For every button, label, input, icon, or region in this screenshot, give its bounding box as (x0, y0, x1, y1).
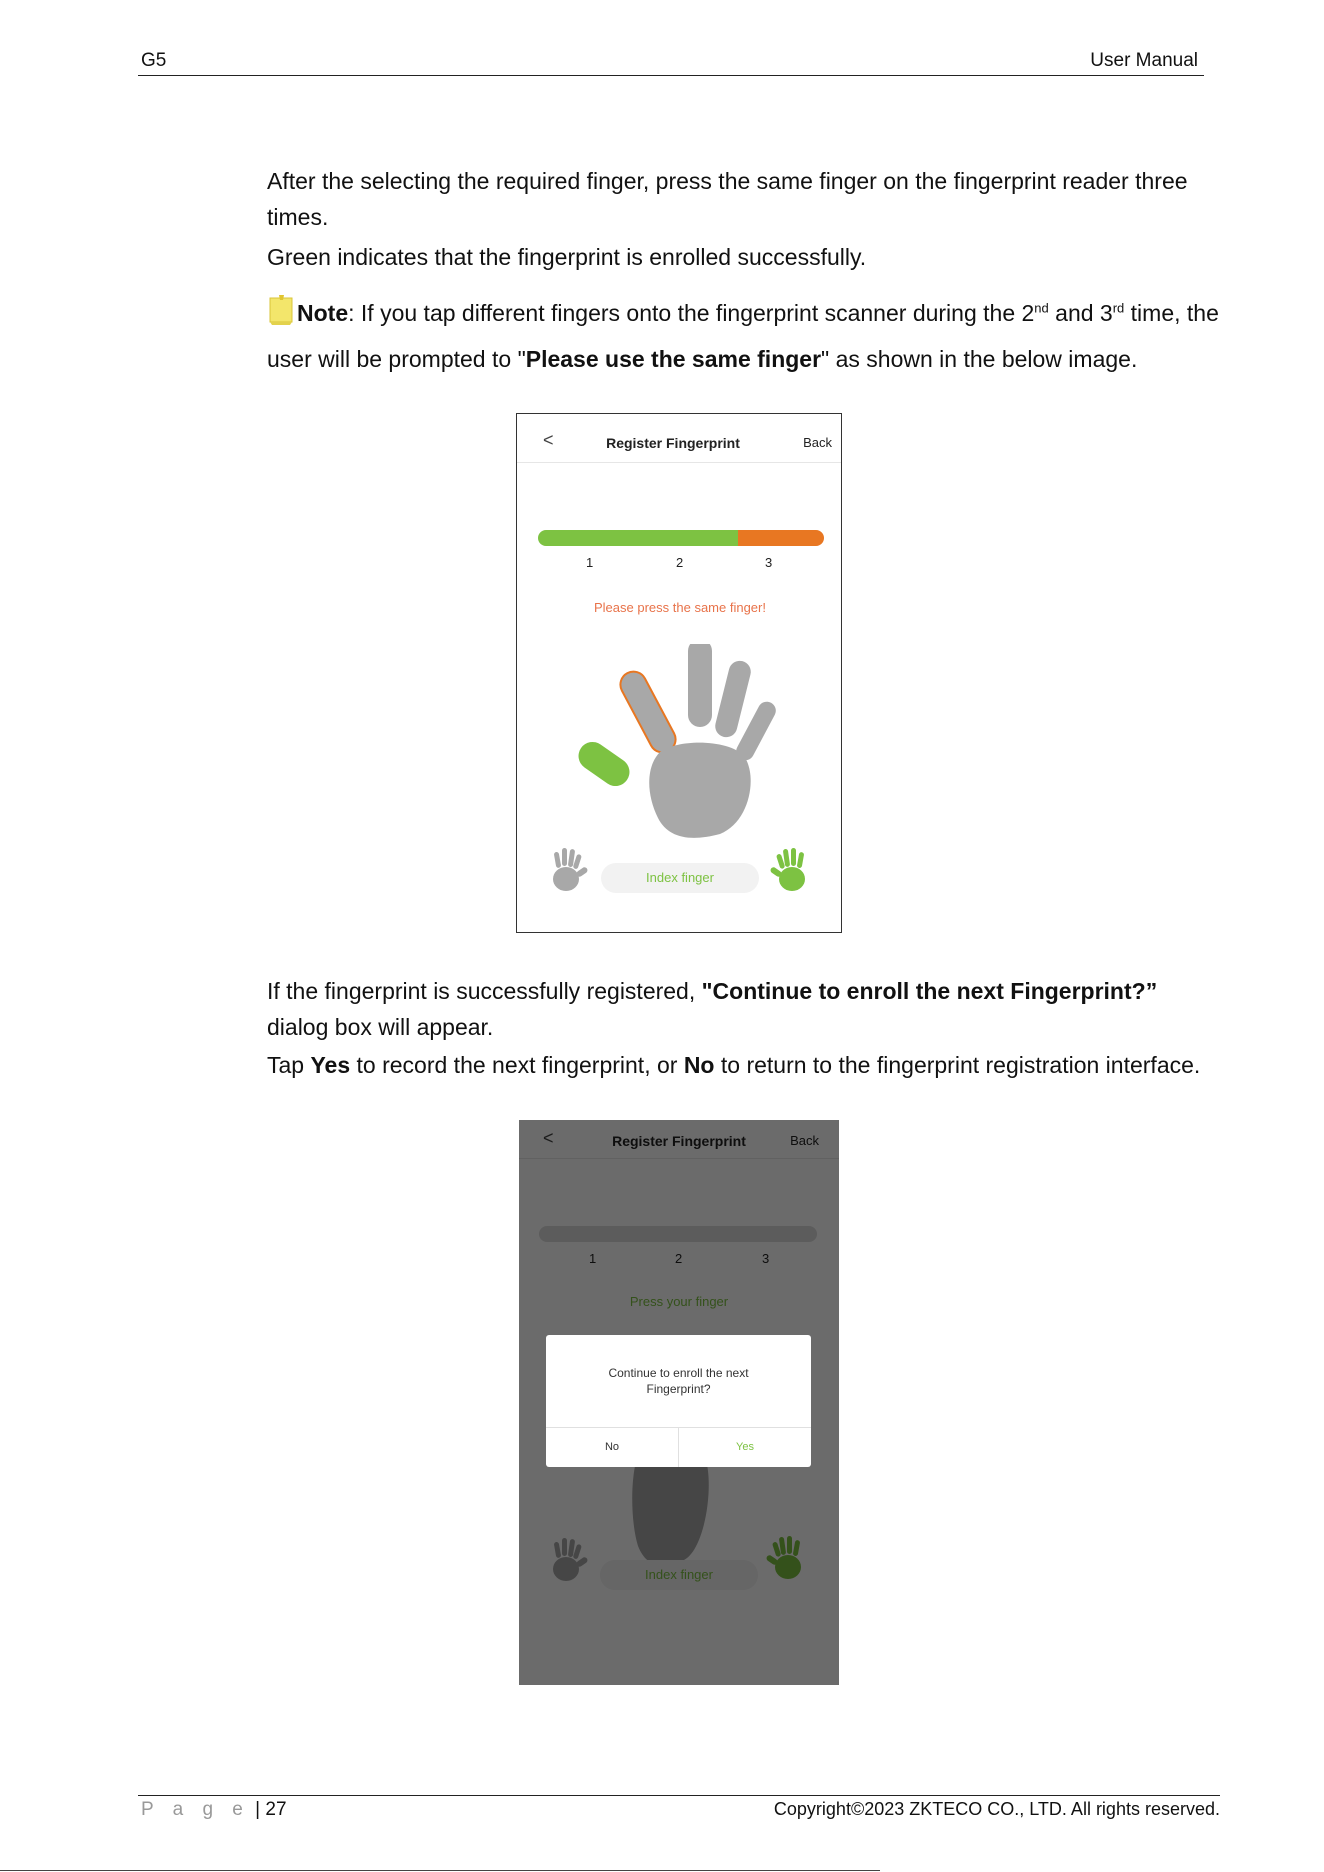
step-3: 3 (765, 555, 773, 570)
dialog-para-text-a: If the fingerprint is successfully registered, (267, 978, 702, 1004)
finger-label-pill[interactable] (601, 863, 759, 893)
yesno-bold-no: No (683, 1052, 715, 1078)
paragraph-yes-no (267, 1047, 1220, 1083)
hand-diagram-icon (572, 644, 792, 844)
left-hand-gray-icon[interactable] (547, 848, 593, 896)
right-hand-green-icon[interactable] (765, 848, 811, 896)
paragraph-dialog-appears (267, 973, 1220, 1045)
header-product: G5 (141, 50, 167, 71)
note-bold-message: Please use the same finger (525, 346, 822, 372)
yesno-text-c: to return to the fingerprint registration interface. (714, 1052, 1201, 1078)
header-title: User Manual (1090, 50, 1198, 71)
note-label: Note (297, 300, 349, 326)
yesno-bold-yes: Yes (310, 1052, 351, 1078)
screen-title: Register Fingerprint (606, 435, 740, 451)
page-label: P a g e (141, 1799, 250, 1820)
step-2: 2 (676, 555, 684, 570)
progress-bar (538, 530, 824, 546)
footer-page (141, 1799, 287, 1821)
dialog-message-line1: Continue to enroll the next (608, 1366, 749, 1380)
step-1: 1 (586, 555, 594, 570)
dialog-para-text-b: dialog box will appear. (267, 1014, 494, 1040)
progress-fill-warning (738, 530, 824, 546)
note-text-d: " as shown in the below image. (821, 346, 1138, 372)
progress-fill-done (538, 530, 738, 546)
footer-copyright: Copyright©2023 ZKTECO CO., LTD. All rights reserved. (773, 1799, 1220, 1819)
paragraph-press-finger: After the selecting the required finger, press the same finger on the fingerprint reader three times. (267, 168, 1188, 230)
note-text-a: : If you tap different fingers onto the fingerprint scanner during the 2 (348, 300, 1035, 326)
paragraph-green-success: Green indicates that the fingerprint is enrolled successfully. (267, 244, 867, 270)
yes-button[interactable]: Yes (736, 1441, 754, 1453)
note-sup-nd: nd (1034, 300, 1049, 316)
back-button[interactable]: Back (803, 435, 832, 450)
screenshot-same-finger (516, 413, 842, 933)
header-divider (138, 75, 1204, 76)
dialog-para-bold: "Continue to enroll the next Fingerprint?” (701, 978, 1158, 1004)
dialog-message-line2: Fingerprint? (646, 1382, 711, 1396)
back-chevron-icon[interactable]: < (543, 430, 554, 450)
note-text-b: and 3 (1048, 300, 1113, 326)
dialog-message (546, 1365, 811, 1397)
footer-divider (138, 1795, 1220, 1796)
finger-label: Index finger (646, 870, 714, 885)
no-button[interactable]: No (604, 1441, 620, 1453)
title-divider (517, 462, 841, 463)
screenshot-continue-dialog (519, 1120, 839, 1685)
yesno-text-b: to record the next fingerprint, or (350, 1052, 684, 1078)
note-sup-rd: rd (1112, 300, 1125, 316)
note-icon (267, 294, 295, 326)
page-bottom-rule (0, 1870, 880, 1871)
continue-dialog (546, 1335, 811, 1467)
note-text-c: time, the user will be prompted to " (267, 300, 1219, 372)
yesno-text-a: Tap (267, 1052, 311, 1078)
note-paragraph (267, 290, 1220, 382)
page-number: | 27 (255, 1799, 287, 1820)
status-message: Please press the same finger! (594, 600, 766, 615)
